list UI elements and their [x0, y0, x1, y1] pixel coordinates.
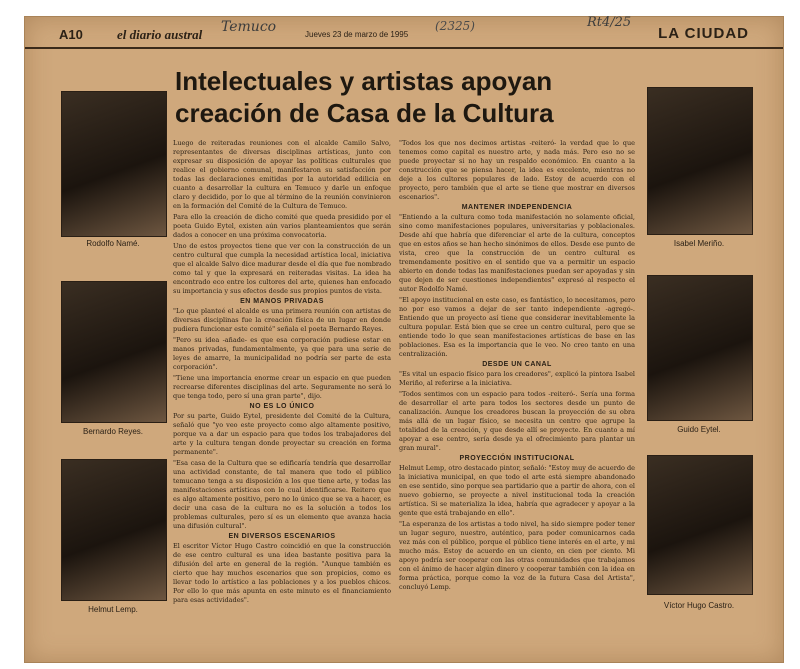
- headline: Intelectuales y artistas apoyan creación de Casa de la Cultura: [175, 66, 554, 128]
- paragraph: "Tiene una importancia enorme crear un espacio en que pueden recrearse diferentes disciplinas del arte. Seguramente no será lo que tenga todo, pero sí una gran parte", dijo.: [173, 374, 391, 400]
- masthead-bar: [25, 15, 783, 49]
- photo-caption: Helmut Lemp.: [88, 605, 138, 614]
- photo-caption: Isabel Meriño.: [673, 239, 725, 248]
- portrait-photo: [61, 459, 167, 601]
- page-code: A10: [59, 27, 83, 42]
- subheading: MANTENER INDEPENDENCIA: [461, 204, 573, 211]
- paragraph: "Es vital un espacio físico para los creadores", explicó la pintora Isabel Meriño, al referirse a la iniciativa.: [399, 370, 635, 387]
- paragraph: "Entiendo a la cultura como toda manifestación no solamente oficial, sino como manifestaciones populares, universitarias y poblacionales. Desde ahí que habría que diferenciar el arte de la cultura, conceptos que en estos años se han hecho sinónimos de ellos. Desde ese punto de vista, creo que la construcción de un centro cultural es tremendamente positivo en el sentido que va a permitir un espacio abierto en donde todas las manifestaciones puedan ser apoyadas y sin que dejen de ser cuestiones independientes" expresó al respecto el autor Rodolfo Namé.: [399, 213, 635, 293]
- paragraph: "Lo que planteé el alcalde es una primera reunión con artistas de diversas disciplinas fue la creación física de un lugar en donde pudiera funcionar este comité" señala el poeta Bernardo Reyes.: [173, 307, 391, 333]
- article-column-2: [399, 139, 635, 657]
- subheading: NO ES LO ÚNICO: [249, 403, 315, 410]
- paragraph: Luego de reiteradas reuniones con el alcalde Camilo Salvo, representantes de diversas disciplinas artísticas, junto con expresar su disposición de apoyar las políticas culturales que realice el gobierno comunal, manifestaron su satisfacción por todas las declaraciones emitidas por la autoridad edilicia en cuanto a desarrollar la cultura en Temuco y darle un enfoque claro y decidido, por lo que al término de la reunión convinieron en la formación del Comité de la Cultura de Temuco.: [173, 139, 391, 210]
- photo-caption: Rodolfo Namé.: [86, 239, 140, 248]
- portrait-photo: [647, 455, 753, 595]
- paragraph: El escritor Víctor Hugo Castro coincidió en que la construcción de ese centro cultural es una idea bastante positiva para la difusión del arte en general de la región. "Aunque también es cierto que hay muchos escenarios que son propicios, como es llevar todo lo artístico a las poblaciones y a los pueblos chicos. Por ello lo que más apunta en este minuto es el financiamiento para esas actividades".: [173, 542, 391, 604]
- section-name: LA CIUDAD: [658, 25, 749, 42]
- paragraph: Uno de estos proyectos tiene que ver con la construcción de un centro cultural que cumpla la necesidad artística local, iniciativa que el alcalde Salvo dice madurar desde el día que fue nombrado como tal y que la expresará en reiteradas visitas. La idea ha encontrado eco entre los cultores del arte, quienes han enfocado su importancia y sus efectos desde sus propios puntos de vista.: [173, 242, 391, 295]
- portrait-photo: [61, 281, 167, 423]
- subheading: DESDE UN CANAL: [482, 361, 552, 368]
- photo-caption: Guido Eytel.: [677, 425, 721, 434]
- subheading: EN DIVERSOS ESCENARIOS: [228, 533, 336, 540]
- handwritten-note-ref: Rt4/25: [587, 15, 632, 30]
- handwritten-note-number: (2325): [435, 19, 475, 33]
- article-column-1: [173, 139, 391, 657]
- portrait-photo: [61, 91, 167, 237]
- subheading: PROYECCIÓN INSTITUCIONAL: [459, 455, 575, 462]
- subheading: EN MANOS PRIVADAS: [240, 298, 324, 305]
- newspaper-clipping: [24, 16, 784, 663]
- paragraph: "Pero su idea -añade- es que esa corporación pudiese estar en manos privadas, fundamentalmente, ya que para una serie de leyes de amarre, la municipalidad no podría ser parte de esta corporación".: [173, 336, 391, 371]
- paragraph: Para ello la creación de dicho comité que queda presidido por el poeta Guido Eytel, existen aún varios planteamientos que serán dados a conocer en una próxima convocatoria.: [173, 213, 391, 239]
- paragraph: Helmut Lemp, otro destacado pintor, señaló: "Estoy muy de acuerdo de la iniciativa municipal, en que todo el arte está siempre abandonado en ese sentido, sino porque sea partidario que a partir de ahora, con el nuevo gobierno, se proyecte a nivel institucional toda la creación artística. Si se materializa la idea, habría que agradecer y apoyar a la gente que está trabajando en ello".: [399, 464, 635, 517]
- paragraph: "Todos sentimos con un espacio para todos -reiteró-. Sería una forma de desarrollar el arte para todos los sectores desde un punto de canalización. Aunque los creadores buscan la proyección de su obra más allá de un lugar físico, se necesita un centro que agrupe la totalidad de la creación, y que desde allí se proyecte. En cuanto a mí apoyar a ese centro, sería desde ya el ofrecimiento para plantar un gran mural".: [399, 390, 635, 452]
- publication-date: Jueves 23 de marzo de 1995: [305, 30, 409, 39]
- paragraph: "Esa casa de la Cultura que se edificaría tendría que desarrollar una actividad constante, de tal manera que todo el público temucano tenga a su disposición a los que tiene arte, y todas las manifestaciones artísticas con lo cual identificarse. Reitero que es algo altamente positivo, pero no lo único que se va a hacer, es decir una casa de la cultura no es la solución a todos los problemas culturales, pero sí es un elemento que avanza hacia una difusión cultural".: [173, 459, 391, 530]
- paragraph: "El apoyo institucional en este caso, es fantástico, lo necesitamos, pero no por eso vamos a dejar de ser tanto independiente -agregó-. Entiendo que un proyecto así tiene que considerar inevitablemente la cultura popular. Está bien que se cree un centro cultural, pero que se entiende todo lo que sean manifestaciones artísticas de base en las poblaciones. Esa es la importancia que le veo. No creo tanto en una centralización.: [399, 296, 635, 358]
- paragraph: "Todos los que nos decimos artistas -reiteró- la verdad que lo que tenemos como capital es nuestro arte, y nada más. Pero eso no se puede proyectar si no hay un respaldo económico. En cuanto a la construcción que se piensa hacer, la idea es excelente, mientras no deje a los cultores populares de lado. Estoy de acuerdo con el proyecto, pero también que el arte se tiene que mostrar en diversos escenarios".: [399, 139, 635, 201]
- portrait-photo: [647, 275, 753, 421]
- newspaper-name: el diario austral: [117, 27, 203, 42]
- photo-caption: Bernardo Reyes.: [82, 427, 144, 436]
- handwritten-note-city: Temuco: [221, 19, 277, 35]
- paragraph: Por su parte, Guido Eytel, presidente del Comité de la Cultura, señaló que "yo veo este proyecto como algo altamente positivo, porque va a dar un espacio para que todos los trabajadores del arte y la cultura tengan donde proyectar su creación en forma permanente".: [173, 412, 391, 456]
- portrait-photo: [647, 87, 753, 235]
- photo-caption: Víctor Hugo Castro.: [663, 601, 735, 610]
- paragraph: "La esperanza de los artistas a todo nivel, ha sido siempre poder tener un lugar seguro, nuestro, auténtico, para poder comunicarnos cada vez más con el público, porque el público tiene interés en el arte, y mi mucho más. Estoy de acuerdo en un ciento, en cien por ciento. Mi apoyo podría ser cooperar con las otras comunidades que trabajamos con el ánimo de hacer algún dinero y cooperar también con la idea en forma práctica, porque como la voz de la futura Casa del Artista", concluyó Lemp.: [399, 520, 635, 591]
